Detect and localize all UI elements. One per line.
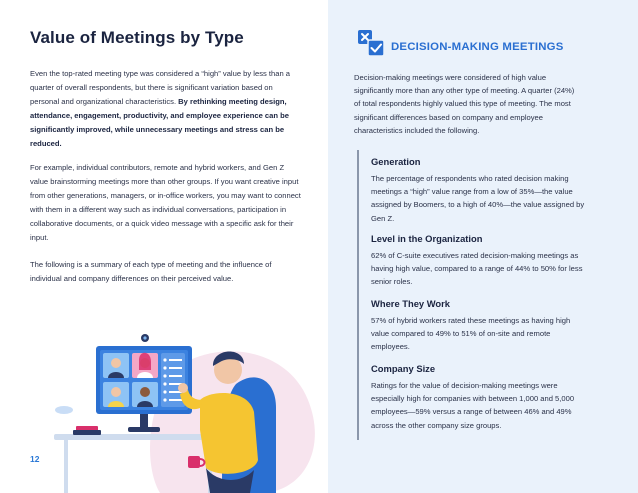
paragraph-summary: The following is a summary of each type of meeting and the influence of individual and company differences on their perceived value.	[30, 260, 272, 283]
video-meeting-illustration	[40, 300, 330, 493]
section-heading: DECISION-MAKING MEETINGS	[391, 41, 564, 53]
decision-x-check-icon	[358, 30, 384, 56]
text-where-they-work: 57% of hybrid workers rated these meetings as having high value compared to 49% to 51% of on-site and remote employees.	[371, 316, 571, 352]
paragraph-example: For example, individual contributors, remote and hybrid workers, and Gen Z value brainstorming meetings more than other groups. If you want creative input from other generations, managers, or in-office workers, you may want to connect with them in a different way such as individual conversations, participation in collaborative documents, or a quick video message with a specific ask for their input.	[30, 163, 301, 242]
text-generation: The percentage of respondents who rated decision making meetings a “high” value range from a low of 35%—the value assigned by Boomers, to a high of 40%—the value assigned by Gen Z.	[371, 174, 585, 223]
text-company-size: Ratings for the value of decision-making meetings were especially high for companies with between 1,000 and 5,000 employees—59% versus a range of between 46% and 49% across the other company size groups.	[371, 381, 575, 430]
paragraph-intro-bold: By rethinking meeting design, attendance, engagement, productivity, and employee experience can be significantly improved, while unnecessary meetings and stress can be reduced.	[30, 97, 289, 148]
vertical-divider	[357, 150, 359, 440]
page-title: Value of Meetings by Type	[30, 28, 244, 47]
subheading-where-they-work: Where They Work	[371, 298, 451, 309]
text-level: 62% of C-suite executives rated decision-making meetings as having high value, compared to a range of 44% to 50% for less senior roles.	[371, 251, 583, 287]
subheading-company-size: Company Size	[371, 363, 436, 374]
paragraph-intro-text: Even the top-rated meeting type was considered a “high” value by less than a quarter of overall respondents, but there is significant variation based on personal and organizational characteristics.	[30, 69, 291, 106]
section-intro: Decision-making meetings were considered of high value significantly more than any other type of meeting. A quarter (24%) of total respondents highly valued this type of meeting. The most significant differences based on company and employee characteristics included the following.	[354, 73, 575, 135]
subheading-level: Level in the Organization	[371, 233, 483, 244]
page-number: 12	[30, 454, 40, 464]
subheading-generation: Generation	[371, 156, 421, 167]
paragraph-intro	[30, 67, 302, 151]
